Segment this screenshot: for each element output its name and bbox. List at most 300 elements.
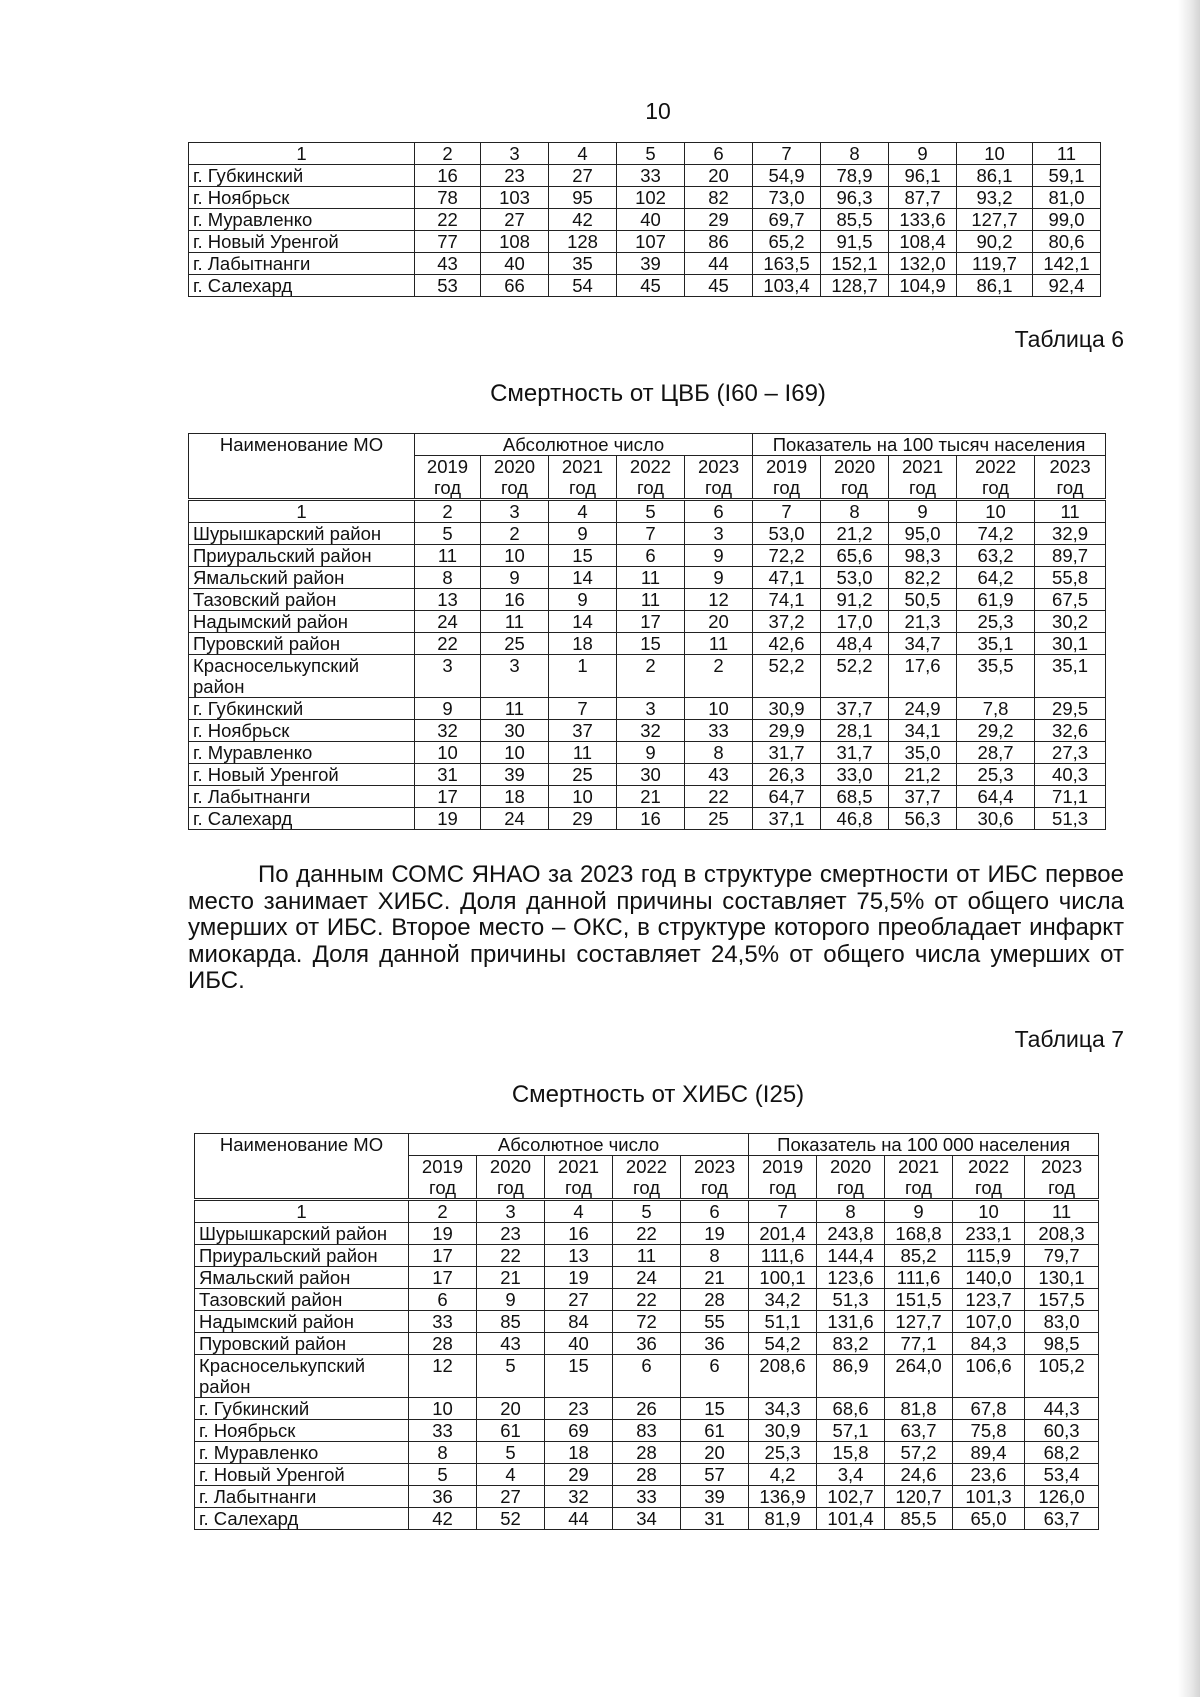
value-cell: 23,6: [953, 1464, 1025, 1486]
value-cell: 25,3: [749, 1442, 817, 1464]
table-row: [195, 1245, 1099, 1267]
value-cell: 81,0: [1033, 187, 1101, 209]
value-cell: 11: [617, 589, 685, 611]
value-cell: 92,4: [1033, 275, 1101, 297]
value-cell: 4: [477, 1464, 545, 1486]
value-cell: 30,2: [1035, 611, 1106, 633]
value-cell: 104,9: [889, 275, 957, 297]
value-cell: 12: [685, 589, 753, 611]
value-cell: 10: [481, 545, 549, 567]
year-suffix: год: [773, 477, 801, 498]
paragraph-text: По данным СОМС ЯНАО за 2023 год в структуре смертности от ИБС первое место занимает ХИБС. Доля данной причины составляет 75,5% от общего числа умерших от ИБС. Второе место – ОКС, в структуре которого преобладает инфаркт миокарда. Доля данной причины составляет 24,5% от общего числа умерших от ИБС.: [188, 861, 1124, 994]
value-cell: 33: [409, 1420, 477, 1442]
value-cell: 16: [617, 808, 685, 830]
column-number: 10: [953, 1200, 1025, 1223]
table-row: [189, 655, 1106, 698]
value-cell: 86,1: [957, 275, 1033, 297]
table-row: [195, 1333, 1099, 1355]
value-cell: 28: [613, 1464, 681, 1486]
value-cell: 22: [685, 786, 753, 808]
value-cell: 20: [477, 1398, 545, 1420]
value-cell: 71,1: [1035, 786, 1106, 808]
value-cell: 67,8: [953, 1398, 1025, 1420]
value-cell: 25,3: [957, 611, 1035, 633]
column-number: 11: [1025, 1200, 1099, 1223]
year-suffix: год: [705, 477, 733, 498]
value-cell: 33: [685, 720, 753, 742]
value-cell: 86,9: [817, 1355, 885, 1398]
value-cell: 15: [545, 1355, 613, 1398]
value-cell: 19: [409, 1223, 477, 1245]
year-header: [753, 456, 821, 500]
value-cell: 24: [415, 611, 481, 633]
value-cell: 26,3: [753, 764, 821, 786]
table-row: [189, 720, 1106, 742]
year-suffix: год: [909, 477, 937, 498]
value-cell: 68,6: [817, 1398, 885, 1420]
value-cell: 30: [617, 764, 685, 786]
value-cell: 11: [481, 611, 549, 633]
value-cell: 98,5: [1025, 1333, 1099, 1355]
year-value: 2021: [557, 1156, 600, 1177]
value-cell: 64,2: [957, 567, 1035, 589]
value-cell: 34: [613, 1508, 681, 1530]
value-cell: 243,8: [817, 1223, 885, 1245]
value-cell: 21,2: [889, 764, 957, 786]
value-cell: 3: [415, 655, 481, 698]
table-row: [195, 1442, 1099, 1464]
value-cell: 27: [545, 1289, 613, 1311]
table-row: [195, 1289, 1099, 1311]
value-cell: 33,0: [821, 764, 889, 786]
value-cell: 17: [409, 1267, 477, 1289]
value-cell: 11: [617, 567, 685, 589]
value-cell: 107: [617, 231, 685, 253]
column-number: 2: [415, 143, 481, 165]
table-row: [189, 165, 1101, 187]
table-row: [195, 1398, 1099, 1420]
mo-name-cell: Красноселькупский район: [195, 1355, 409, 1398]
value-cell: 78: [415, 187, 481, 209]
value-cell: 52,2: [753, 655, 821, 698]
value-cell: 5: [415, 523, 481, 545]
value-cell: 15,8: [817, 1442, 885, 1464]
value-cell: 35,5: [957, 655, 1035, 698]
value-cell: 68,2: [1025, 1442, 1099, 1464]
value-cell: 27: [549, 165, 617, 187]
value-cell: 8: [415, 567, 481, 589]
value-cell: 81,8: [885, 1398, 953, 1420]
year-header: [817, 1156, 885, 1200]
rate-group-header: Показатель на 100 000 населения: [749, 1134, 1099, 1156]
value-cell: 30,6: [957, 808, 1035, 830]
value-cell: 152,1: [821, 253, 889, 275]
table-row: [189, 187, 1101, 209]
table-row: [195, 1267, 1099, 1289]
value-cell: 54,2: [749, 1333, 817, 1355]
year-value: 2020: [829, 1156, 872, 1177]
value-cell: 65,0: [953, 1508, 1025, 1530]
column-number: 7: [753, 143, 821, 165]
value-cell: 39: [617, 253, 685, 275]
value-cell: 55: [681, 1311, 749, 1333]
mo-name-cell: г. Лабытнанги: [189, 253, 415, 275]
value-cell: 43: [477, 1333, 545, 1355]
value-cell: 37,1: [753, 808, 821, 830]
value-cell: 18: [545, 1442, 613, 1464]
table6-title: Смертность от ЦВБ (I60 – I69): [490, 380, 826, 407]
column-number: 8: [821, 143, 889, 165]
value-cell: 35,1: [1035, 655, 1106, 698]
column-number: 5: [613, 1200, 681, 1223]
year-suffix: год: [636, 477, 665, 498]
value-cell: 74,2: [957, 523, 1035, 545]
value-cell: 95: [549, 187, 617, 209]
value-cell: 53,0: [753, 523, 821, 545]
year-suffix: год: [568, 477, 597, 498]
value-cell: 4,2: [749, 1464, 817, 1486]
value-cell: 32,9: [1035, 523, 1106, 545]
value-cell: 22: [415, 209, 481, 231]
column-number: 8: [821, 500, 889, 523]
value-cell: 96,1: [889, 165, 957, 187]
value-cell: 6: [681, 1355, 749, 1398]
value-cell: 127,7: [957, 209, 1033, 231]
value-cell: 42,6: [753, 633, 821, 655]
value-cell: 75,8: [953, 1420, 1025, 1442]
value-cell: 11: [613, 1245, 681, 1267]
year-value: 2023: [1041, 1156, 1083, 1177]
table7-caption: Таблица 7: [1014, 1026, 1124, 1052]
value-cell: 35,0: [889, 742, 957, 764]
year-header: [415, 456, 481, 500]
value-cell: 85,5: [821, 209, 889, 231]
value-cell: 5: [409, 1464, 477, 1486]
value-cell: 28: [409, 1333, 477, 1355]
value-cell: 56,3: [889, 808, 957, 830]
column-number: 9: [889, 143, 957, 165]
value-cell: 53: [415, 275, 481, 297]
value-cell: 115,9: [953, 1245, 1025, 1267]
year-suffix: год: [500, 477, 529, 498]
value-cell: 24: [481, 808, 549, 830]
column-number: 6: [685, 500, 753, 523]
value-cell: 63,7: [1025, 1508, 1099, 1530]
value-cell: 44,3: [1025, 1398, 1099, 1420]
value-cell: 36: [613, 1333, 681, 1355]
value-cell: 60,3: [1025, 1420, 1099, 1442]
table-row: [195, 1311, 1099, 1333]
year-header: [1035, 456, 1106, 500]
table-row: [189, 808, 1106, 830]
value-cell: 35: [549, 253, 617, 275]
mo-name-cell: г. Губкинский: [189, 165, 415, 187]
table-row: [189, 786, 1106, 808]
value-cell: 128: [549, 231, 617, 253]
value-cell: 63,2: [957, 545, 1035, 567]
value-cell: 127,7: [885, 1311, 953, 1333]
value-cell: 29,2: [957, 720, 1035, 742]
column-number: 10: [957, 143, 1033, 165]
value-cell: 31: [415, 764, 481, 786]
value-cell: 79,7: [1025, 1245, 1099, 1267]
year-suffix: год: [496, 1177, 525, 1198]
value-cell: 81,9: [749, 1508, 817, 1530]
value-cell: 54: [549, 275, 617, 297]
value-cell: 39: [481, 764, 549, 786]
value-cell: 168,8: [885, 1223, 953, 1245]
value-cell: 51,1: [749, 1311, 817, 1333]
value-cell: 69,7: [753, 209, 821, 231]
value-cell: 16: [481, 589, 549, 611]
value-cell: 43: [685, 764, 753, 786]
value-cell: 108,4: [889, 231, 957, 253]
value-cell: 131,6: [817, 1311, 885, 1333]
year-suffix: год: [769, 1177, 797, 1198]
value-cell: 111,6: [749, 1245, 817, 1267]
value-cell: 57,1: [817, 1420, 885, 1442]
value-cell: 30,9: [749, 1420, 817, 1442]
table-row: [195, 1508, 1099, 1530]
value-cell: 74,1: [753, 589, 821, 611]
value-cell: 28: [613, 1442, 681, 1464]
year-suffix: год: [1048, 1177, 1076, 1198]
value-cell: 25: [549, 764, 617, 786]
value-cell: 19: [415, 808, 481, 830]
value-cell: 30: [481, 720, 549, 742]
value-cell: 84: [545, 1311, 613, 1333]
value-cell: 32: [617, 720, 685, 742]
value-cell: 22: [415, 633, 481, 655]
value-cell: 22: [477, 1245, 545, 1267]
column-number: 7: [749, 1200, 817, 1223]
year-header: [1025, 1156, 1099, 1200]
year-value: 2022: [967, 1156, 1010, 1177]
value-cell: 69: [545, 1420, 613, 1442]
value-cell: 103,4: [753, 275, 821, 297]
value-cell: 106,6: [953, 1355, 1025, 1398]
value-cell: 29,5: [1035, 698, 1106, 720]
value-cell: 44: [685, 253, 753, 275]
column-number: 3: [477, 1200, 545, 1223]
value-cell: 53,0: [821, 567, 889, 589]
mo-name-cell: Приуральский район: [195, 1245, 409, 1267]
value-cell: 157,5: [1025, 1289, 1099, 1311]
value-cell: 120,7: [885, 1486, 953, 1508]
value-cell: 42: [409, 1508, 477, 1530]
year-value: 2021: [897, 1156, 940, 1177]
column-number: 1: [189, 143, 415, 165]
value-cell: 23: [545, 1398, 613, 1420]
value-cell: 67,5: [1035, 589, 1106, 611]
mo-name-cell: г. Муравленко: [189, 742, 415, 764]
value-cell: 44: [545, 1508, 613, 1530]
value-cell: 102: [617, 187, 685, 209]
value-cell: 40,3: [1035, 764, 1106, 786]
value-cell: 36: [681, 1333, 749, 1355]
value-cell: 107,0: [953, 1311, 1025, 1333]
value-cell: 2: [481, 523, 549, 545]
value-cell: 52,2: [821, 655, 889, 698]
value-cell: 7: [549, 698, 617, 720]
value-cell: 123,7: [953, 1289, 1025, 1311]
value-cell: 7,8: [957, 698, 1035, 720]
value-cell: 34,7: [889, 633, 957, 655]
value-cell: 17: [617, 611, 685, 633]
year-header: [685, 456, 753, 500]
year-suffix: год: [982, 477, 1010, 498]
value-cell: 24: [613, 1267, 681, 1289]
value-cell: 65,2: [753, 231, 821, 253]
value-cell: 37,7: [889, 786, 957, 808]
year-value: 2023: [1049, 456, 1091, 477]
column-number: 9: [889, 500, 957, 523]
value-cell: 126,0: [1025, 1486, 1099, 1508]
value-cell: 9: [415, 698, 481, 720]
table-row: [189, 611, 1106, 633]
column-number: 3: [481, 143, 549, 165]
value-cell: 61,9: [957, 589, 1035, 611]
value-cell: 21,3: [889, 611, 957, 633]
mo-name-cell: г. Новый Уренгой: [189, 764, 415, 786]
value-cell: 28: [681, 1289, 749, 1311]
value-cell: 101,4: [817, 1508, 885, 1530]
value-cell: 91,2: [821, 589, 889, 611]
value-cell: 29: [545, 1464, 613, 1486]
value-cell: 29,9: [753, 720, 821, 742]
table-row: [189, 209, 1101, 231]
mo-name-cell: г. Салехард: [189, 275, 415, 297]
value-cell: 17: [409, 1245, 477, 1267]
value-cell: 142,1: [1033, 253, 1101, 275]
value-cell: 25,3: [957, 764, 1035, 786]
mo-name-cell: г. Лабытнанги: [189, 786, 415, 808]
value-cell: 83: [613, 1420, 681, 1442]
value-cell: 46,8: [821, 808, 889, 830]
column-number: 4: [549, 500, 617, 523]
table-row: [195, 1420, 1099, 1442]
value-cell: 29: [685, 209, 753, 231]
value-cell: 101,3: [953, 1486, 1025, 1508]
value-cell: 34,1: [889, 720, 957, 742]
year-header: [481, 456, 549, 500]
value-cell: 22: [613, 1289, 681, 1311]
value-cell: 5: [477, 1355, 545, 1398]
value-cell: 37: [549, 720, 617, 742]
value-cell: 132,0: [889, 253, 957, 275]
year-value: 2020: [493, 456, 536, 477]
year-suffix: год: [564, 1177, 593, 1198]
value-cell: 9: [549, 589, 617, 611]
year-suffix: год: [428, 1177, 457, 1198]
mo-name-cell: Пуровский район: [189, 633, 415, 655]
value-cell: 17,6: [889, 655, 957, 698]
value-cell: 144,4: [817, 1245, 885, 1267]
column-number: 11: [1033, 143, 1101, 165]
year-header: [409, 1156, 477, 1200]
year-header: [957, 456, 1035, 500]
value-cell: 21: [681, 1267, 749, 1289]
year-value: 2019: [426, 456, 469, 477]
mo-name-cell: г. Губкинский: [195, 1398, 409, 1420]
value-cell: 208,3: [1025, 1223, 1099, 1245]
value-cell: 51,3: [817, 1289, 885, 1311]
value-cell: 90,2: [957, 231, 1033, 253]
value-cell: 16: [545, 1223, 613, 1245]
value-cell: 9: [685, 567, 753, 589]
value-cell: 48,4: [821, 633, 889, 655]
table-row: [189, 253, 1101, 275]
value-cell: 40: [545, 1333, 613, 1355]
value-cell: 21,2: [821, 523, 889, 545]
value-cell: 5: [477, 1442, 545, 1464]
table-row: [189, 523, 1106, 545]
value-cell: 32: [545, 1486, 613, 1508]
value-cell: 83,0: [1025, 1311, 1099, 1333]
continuation-table: [188, 142, 1101, 297]
year-header: [821, 456, 889, 500]
year-suffix: год: [905, 1177, 933, 1198]
value-cell: 3,4: [817, 1464, 885, 1486]
value-cell: 64,4: [957, 786, 1035, 808]
value-cell: 9: [481, 567, 549, 589]
year-value: 2020: [833, 456, 876, 477]
value-cell: 72: [613, 1311, 681, 1333]
mo-name-cell: Красноселькупский район: [189, 655, 415, 698]
value-cell: 72,2: [753, 545, 821, 567]
table7-title: Смертность от ХИБС (I25): [511, 1081, 805, 1108]
value-cell: 28,1: [821, 720, 889, 742]
value-cell: 78,9: [821, 165, 889, 187]
value-cell: 91,5: [821, 231, 889, 253]
value-cell: 11: [481, 698, 549, 720]
column-number: 8: [817, 1200, 885, 1223]
value-cell: 77,1: [885, 1333, 953, 1355]
year-value: 2020: [489, 1156, 532, 1177]
value-cell: 40: [481, 253, 549, 275]
value-cell: 55,8: [1035, 567, 1106, 589]
col-name-header: Наименование МО: [189, 434, 415, 500]
value-cell: 15: [617, 633, 685, 655]
value-cell: 65,6: [821, 545, 889, 567]
value-cell: 10: [685, 698, 753, 720]
value-cell: 9: [477, 1289, 545, 1311]
year-value: 2021: [561, 456, 604, 477]
value-cell: 34,2: [749, 1289, 817, 1311]
value-cell: 21: [617, 786, 685, 808]
value-cell: 63,7: [885, 1420, 953, 1442]
value-cell: 57: [681, 1464, 749, 1486]
value-cell: 151,5: [885, 1289, 953, 1311]
mo-name-cell: Надымский район: [189, 611, 415, 633]
year-header: [749, 1156, 817, 1200]
value-cell: 19: [545, 1267, 613, 1289]
value-cell: 61: [477, 1420, 545, 1442]
value-cell: 24,6: [885, 1464, 953, 1486]
mo-name-cell: г. Губкинский: [189, 698, 415, 720]
value-cell: 86: [685, 231, 753, 253]
value-cell: 87,7: [889, 187, 957, 209]
year-header: [545, 1156, 613, 1200]
value-cell: 85,5: [885, 1508, 953, 1530]
value-cell: 1: [549, 655, 617, 698]
value-cell: 37,2: [753, 611, 821, 633]
table-header-numbers: [189, 143, 1101, 165]
value-cell: 11: [685, 633, 753, 655]
value-cell: 17,0: [821, 611, 889, 633]
value-cell: 14: [549, 567, 617, 589]
mo-name-cell: г. Новый Уренгой: [195, 1464, 409, 1486]
